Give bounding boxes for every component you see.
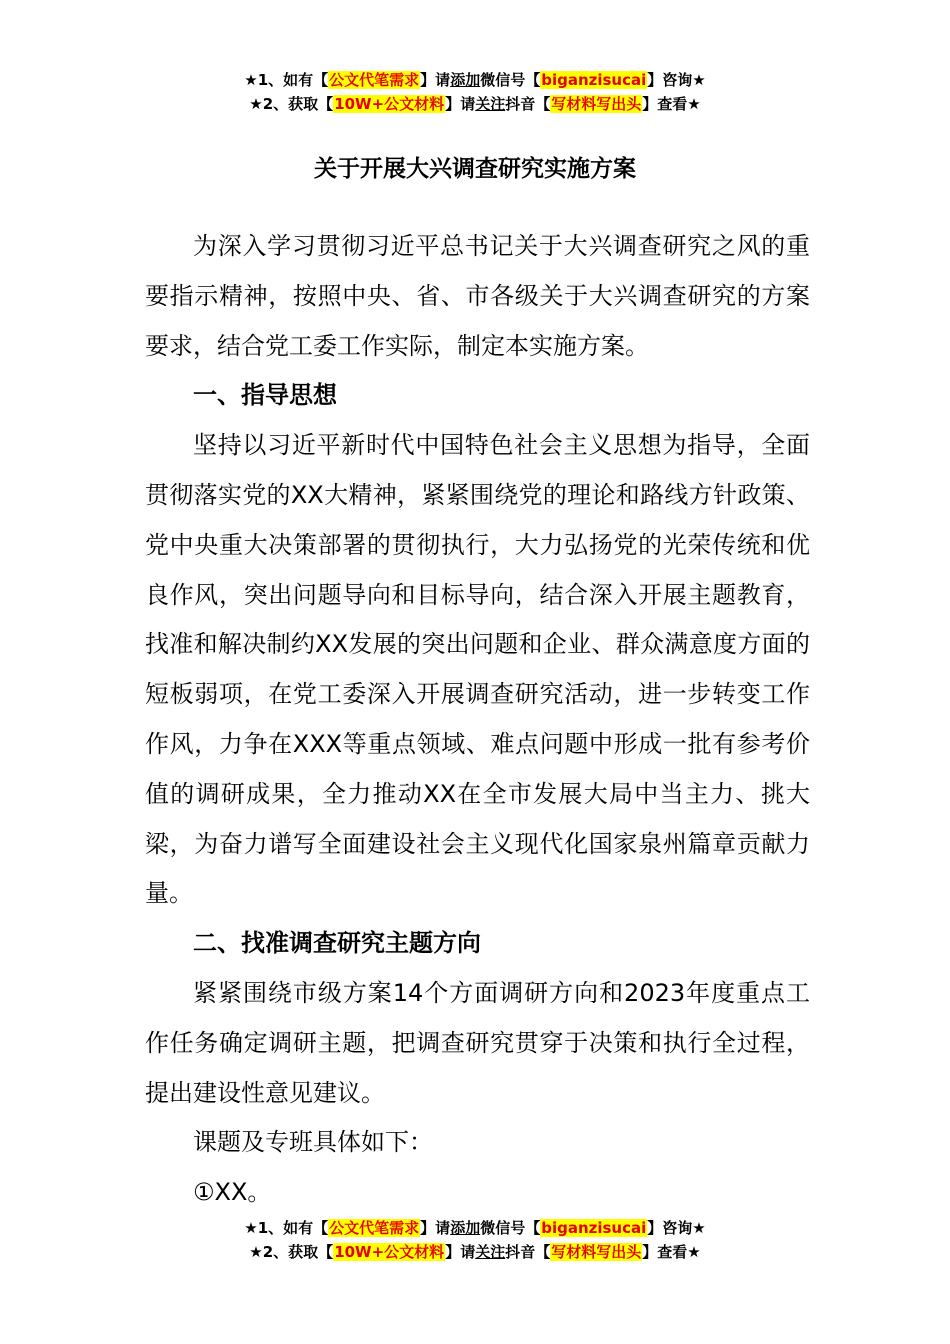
document-body [145,222,810,1218]
highlight-wechat-id: biganzisucai [541,1219,647,1237]
banner-text: ★2、获取【 [249,1243,334,1261]
highlight-douyin-account: 写材料写出头 [551,95,642,113]
document-title: 关于开展大兴调查研究实施方案 [314,156,636,182]
banner-text: 】查看★ [642,1243,701,1261]
banner-text: ★1、如有【 [244,71,329,89]
banner-text: 微信号【 [480,1219,541,1237]
banner-text: 抖音【 [505,1243,551,1261]
banner-text: 】请 [445,1243,476,1261]
banner-text: 】咨询★ [647,71,706,89]
section-heading-2: 二、找准调查研究主题方向 [193,929,481,958]
banner-text: 】请 [445,95,476,113]
banner-text: 微信号【 [480,71,541,89]
banner-text: 】请 [420,71,451,89]
banner-text: ★1、如有【 [244,1219,329,1237]
section-paragraph: 坚持以习近平新时代中国特色社会主义思想为指导，全面贯彻落实党的XX大精神，紧紧围绕党的理论和路线方针政策、党中央重大决策部署的贯彻执行，大力弘扬党的光荣传统和优良作风，突出问题导向和目标导向，结合深入开展主题教育，找准和解决制约XX发展的突出问题和企业、群众满意度方面的短板弱项，在党工委深入开展调查研究活动，进一步转变工作作风，力争在XXX等重点领域、难点问题中形成一批有参考价值的调研成果，全力推动XX在全市发展大局中当主力、挑大梁，为奋力谱写全面建设社会主义现代化国家泉州篇章贡献力量。 [145,431,810,908]
list-item: ①XX。 [193,1178,272,1207]
highlight-materials: 10W+公文材料 [334,1243,445,1261]
underlined-word: 关注 [475,1243,506,1261]
underlined-word: 添加 [450,1219,481,1237]
underlined-word: 关注 [475,95,506,113]
highlight-wechat-id: biganzisucai [541,71,647,89]
banner-text: 抖音【 [505,95,551,113]
banner-line-1 [0,68,950,92]
section-paragraph: 紧紧围绕市级方案14个方面调研方向和2023年度重点工作任务确定调研主题，把调查研究贯穿于决策和执行全过程，提出建设性意见建议。 [145,978,810,1107]
banner-line-2 [0,1240,950,1264]
section-heading-1: 一、指导思想 [193,381,337,410]
banner-text: 】请 [420,1219,451,1237]
highlight-douyin-account: 写材料写出头 [551,1243,642,1261]
banner-line-1 [0,1216,950,1240]
banner-text: ★2、获取【 [249,95,334,113]
banner-line-2 [0,92,950,116]
underlined-word: 添加 [450,71,481,89]
banner-text: 】查看★ [642,95,701,113]
intro-paragraph: 为深入学习贯彻习近平总书记关于大兴调查研究之风的重要指示精神，按照中央、省、市各级关于大兴调查研究的方案要求，结合党工委工作实际，制定本实施方案。 [145,232,810,360]
banner-text: 】咨询★ [647,1219,706,1237]
top-banner [0,68,950,116]
highlight-service: 公文代笔需求 [329,71,420,89]
bottom-banner [0,1216,950,1264]
highlight-service: 公文代笔需求 [329,1219,420,1237]
highlight-materials: 10W+公文材料 [334,95,445,113]
section-paragraph: 课题及专班具体如下： [193,1128,433,1157]
